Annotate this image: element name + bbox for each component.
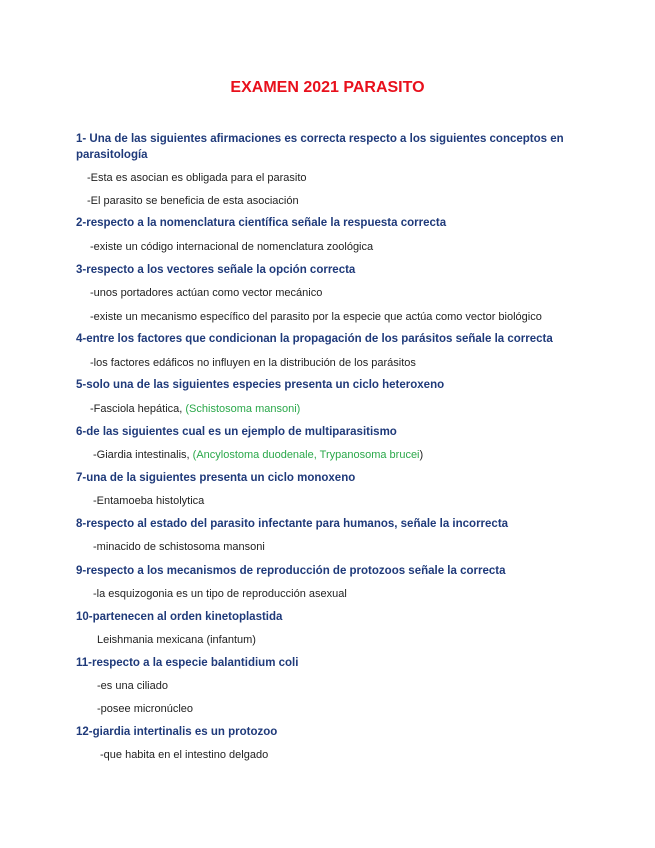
question-12: 12-giardia intertinalis es un protozoo: [76, 726, 278, 738]
answer-1-1: -Esta es asocian es obligada para el parasito: [87, 172, 307, 184]
question-10: 10-partenecen al orden kinetoplastida: [76, 611, 283, 623]
question-5: 5-solo una de las siguientes especies presenta un ciclo heteroxeno: [76, 379, 445, 391]
answer-1-2: -El parasito se beneficia de esta asociación: [87, 195, 299, 207]
answer-3-1: -unos portadores actúan como vector mecánico: [90, 287, 323, 299]
question-6: 6-de las siguientes cual es un ejemplo de multiparasitismo: [76, 426, 397, 438]
answer-10-1: Leishmania mexicana (infantum): [97, 634, 256, 646]
question-4: 4-entre los factores que condicionan la propagación de los parásitos señale la correcta: [76, 333, 553, 345]
answer-7-1: -Entamoeba histolytica: [93, 495, 205, 507]
answer-5-1-note: (Schistosoma mansoni): [185, 403, 301, 415]
question-8: 8-respecto al estado del parasito infectante para humanos, señale la incorrecta: [76, 518, 509, 530]
answer-2-1: -existe un código internacional de nomenclatura zoológica: [90, 241, 374, 253]
exam-title: EXAMEN 2021 PARASITO: [230, 79, 425, 96]
answer-11-2: -posee micronúcleo: [97, 703, 193, 715]
question-11: 11-respecto a la especie balantidium coli: [76, 657, 299, 669]
answer-12-1: -que habita en el intestino delgado: [100, 749, 269, 761]
answer-6-1-note: (Ancylostoma duodenale, Trypanosoma brucei: [192, 449, 420, 461]
answer-11-1: -es una ciliado: [97, 680, 168, 692]
answer-8-1: -minacido de schistosoma mansoni: [93, 541, 265, 553]
answer-9-1: -la esquizogonia es un tipo de reproducción asexual: [93, 588, 347, 600]
answer-5-1-text: -Fasciola hepática,: [90, 403, 186, 415]
question-2: 2-respecto a la nomenclatura científica señale la respuesta correcta: [76, 217, 447, 229]
answer-6-1-text: -Giardia intestinalis,: [93, 449, 193, 461]
answer-6-1-close: ): [419, 449, 424, 461]
question-1: 1- Una de las siguientes afirmaciones es correcta respecto a los siguientes conceptos en parasitología: [76, 133, 564, 161]
answer-6-1: [93, 448, 423, 462]
question-9: 9-respecto a los mecanismos de reproducción de protozoos señale la correcta: [76, 565, 506, 577]
answer-5-1: [90, 402, 300, 416]
question-3: 3-respecto a los vectores señale la opción correcta: [76, 264, 356, 276]
answer-4-1: -los factores edáficos no influyen en la distribución de los parásitos: [90, 357, 416, 369]
question-7: 7-una de la siguientes presenta un ciclo monoxeno: [76, 472, 356, 484]
answer-3-2: -existe un mecanismo específico del parasito por la especie que actúa como vector biológico: [90, 311, 542, 323]
